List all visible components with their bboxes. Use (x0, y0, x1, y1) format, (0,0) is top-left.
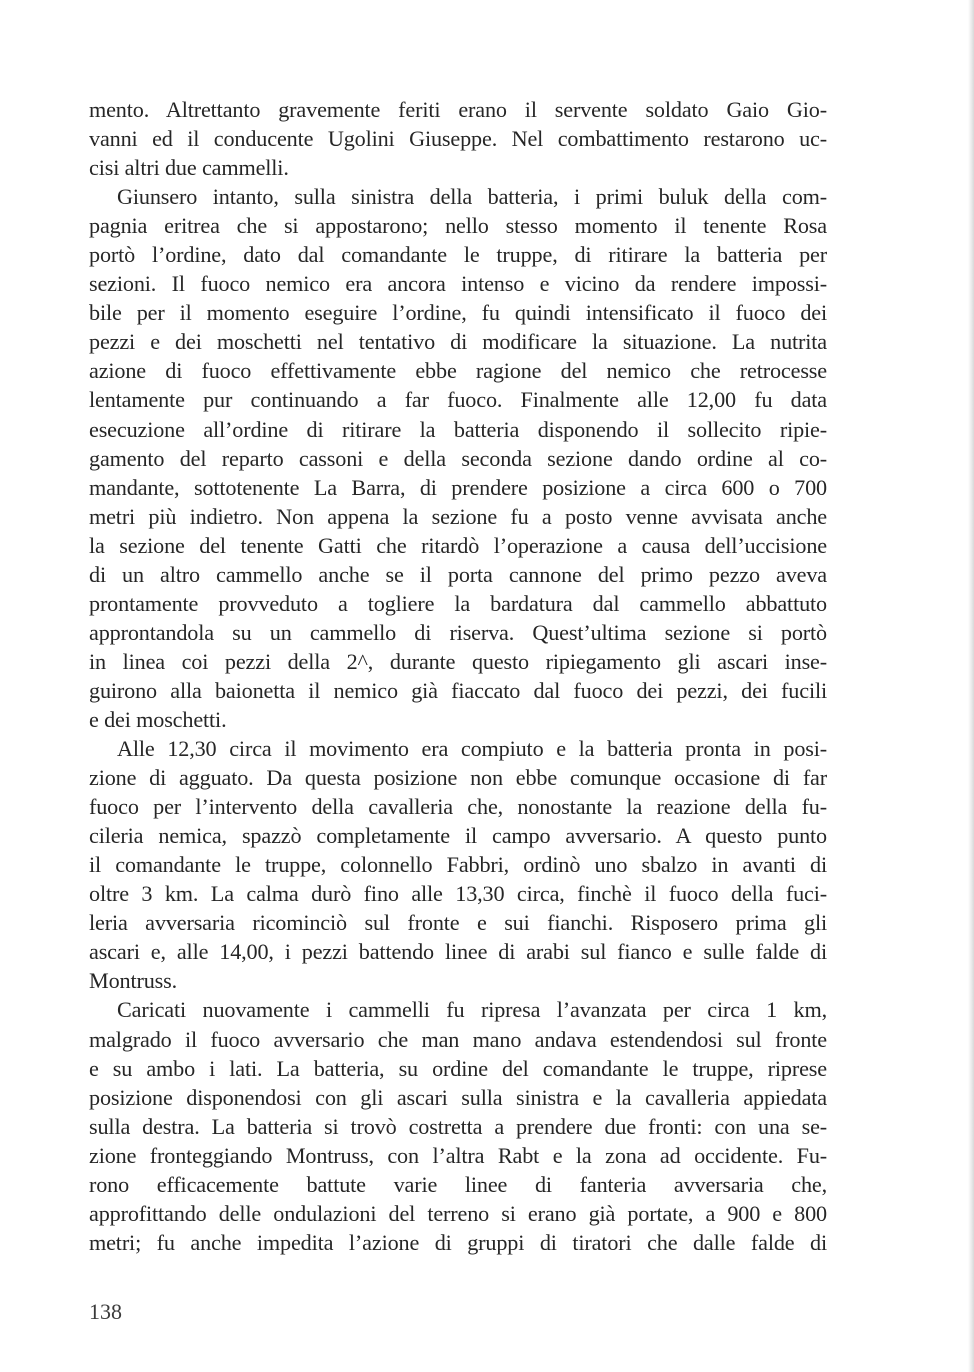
text-line: approntandola su un cammello di riserva. Quest’ultima sezione si portò (89, 619, 827, 645)
text-line: leria avversaria ricominciò sul fronte e sui fianchi. Risposero prima gli (89, 910, 827, 936)
body-text (89, 95, 827, 1257)
text-line: posizione disponendosi con gli ascari sulla sinistra e la cavalleria appiedata (89, 1084, 827, 1110)
text-line: metri; fu anche impedita l’azione di gruppi di tiratori che dalle falde di (89, 1229, 827, 1255)
text-line: Caricati nuovamente i cammelli fu ripresa l’avanzata per circa 1 km, (117, 997, 827, 1023)
text-line: e su ambo i lati. La batteria, su ordine del comandante le truppe, riprese (89, 1055, 827, 1081)
text-line: vanni ed il conducente Ugolini Giuseppe. Nel combattimento restarono uc- (89, 126, 827, 152)
text-line: cileria nemica, spazzò completamente il campo avversario. A questo punto (89, 823, 827, 849)
text-line: zione fronteggiando Montruss, con l’altra Rabt e la zona ad occidente. Fu- (89, 1142, 827, 1168)
scan-edge (968, 0, 974, 1372)
text-line: pezzi e dei moschetti nel tentativo di modificare la situazione. La nutrita (89, 329, 827, 355)
text-line: zione di agguato. Da questa posizione non ebbe comunque occasione di far (89, 765, 827, 791)
text-line: Alle 12,30 circa il movimento era compiuto e la batteria pronta in posi- (117, 736, 827, 762)
text-line: mento. Altrettanto gravemente feriti erano il servente soldato Gaio Gio- (89, 97, 827, 122)
text-line: oltre 3 km. La calma durò fino alle 13,30 circa, finchè il fuoco della fuci- (89, 881, 827, 907)
text-line: gamento del reparto cassoni e della seconda sezione dando ordine al co- (89, 445, 827, 471)
text-line: prontamente provveduto a togliere la bardatura dal cammello abbattuto (89, 590, 827, 616)
text-line: metri più indietro. Non appena la sezione fu a posto venne avvisata anche (89, 503, 827, 529)
page-number: 138 (89, 1299, 122, 1324)
text-line: portò l’ordine, dato dal comandante le truppe, di ritirare la batteria per (89, 242, 827, 268)
text-line: la sezione del tenente Gatti che ritardò l’operazione a causa dell’uccisione (89, 532, 827, 558)
text-line: malgrado il fuoco avversario che man mano andava estendendosi sul fronte (89, 1026, 827, 1052)
text-line: mandante, sottotenente La Barra, di prendere posizione a circa 600 o 700 (89, 474, 827, 500)
text-line: il comandante le truppe, colonnello Fabbri, ordinò uno sbalzo in avanti di (89, 852, 827, 878)
text-line: pagnia eritrea che si appostarono; nello stesso momento il tenente Rosa (89, 213, 827, 239)
text-line: di un altro cammello anche se il porta cannone del primo pezzo aveva (89, 561, 827, 587)
text-line: rono efficacemente battute varie linee di fanteria avversaria che, (89, 1171, 827, 1197)
text-line: cisi altri due cammelli. (89, 155, 289, 181)
text-line: guirono alla baionetta il nemico già fiaccato dal fuoco dei pezzi, dei fucili (89, 677, 827, 703)
text-line: sezioni. Il fuoco nemico era ancora intenso e vicino da rendere impossi- (89, 271, 827, 297)
text-line: ascari e, alle 14,00, i pezzi battendo linee di arabi sul fianco e sulle falde di (89, 939, 827, 965)
text-line: Giunsero intanto, sulla sinistra della batteria, i primi buluk della com- (117, 184, 827, 210)
text-line: Montruss. (89, 968, 178, 994)
text-line: esecuzione all’ordine di ritirare la batteria disponendo il sollecito ripie- (89, 416, 827, 442)
text-line: bile per il momento eseguire l’ordine, fu quindi intensificato il fuoco dei (89, 300, 827, 326)
text-line: in linea coi pezzi della 2^, durante questo ripiegamento gli ascari inse- (89, 648, 827, 674)
text-line: sulla destra. La batteria si trovò costretta a prendere due fronti: con una se- (89, 1113, 827, 1139)
text-line: fuoco per l’intervento della cavalleria che, nonostante la reazione della fu- (89, 794, 827, 820)
text-line: azione di fuoco effettivamente ebbe ragione del nemico che retrocesse (89, 358, 827, 384)
text-line: lentamente pur continuando a far fuoco. Finalmente alle 12,00 fu data (89, 387, 827, 413)
text-line: approfittando delle ondulazioni del terreno si erano già portate, a 900 e 800 (89, 1200, 827, 1226)
text-line: e dei moschetti. (89, 706, 227, 732)
